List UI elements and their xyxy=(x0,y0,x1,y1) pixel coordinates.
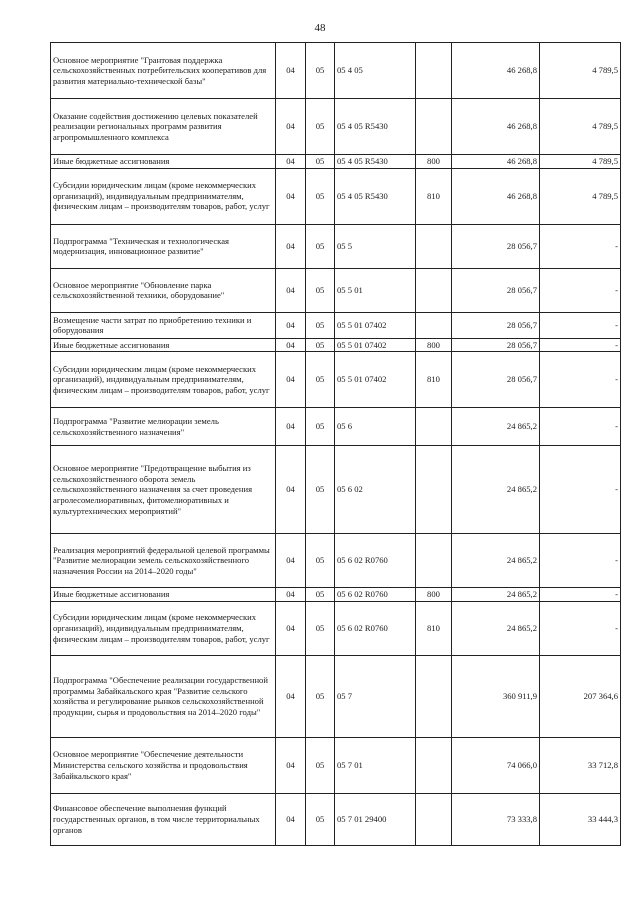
row-name: Основное мероприятие "Обновление парка сельскохозяйственной техники, оборудование" xyxy=(51,268,276,312)
table-row xyxy=(51,655,621,737)
row-expense-type: 800 xyxy=(416,588,452,602)
row-subsection-code: 05 xyxy=(306,446,335,534)
row-sum-total: 24 865,2 xyxy=(452,446,540,534)
row-sum-total: 28 056,7 xyxy=(452,338,540,352)
row-sum-total: 46 268,8 xyxy=(452,43,540,99)
row-sum-federal: 4 789,5 xyxy=(540,155,621,169)
table-row xyxy=(51,224,621,268)
row-section-code: 04 xyxy=(276,793,306,845)
table-row xyxy=(51,312,621,338)
row-expense-type: 800 xyxy=(416,338,452,352)
row-target-article: 05 6 02 R0760 xyxy=(335,534,416,588)
row-target-article: 05 7 01 29400 xyxy=(335,793,416,845)
row-section-code: 04 xyxy=(276,338,306,352)
row-name: Подпрограмма "Техническая и технологическая модернизация, инновационное развитие" xyxy=(51,224,276,268)
row-sum-total: 28 056,7 xyxy=(452,312,540,338)
row-subsection-code: 05 xyxy=(306,99,335,155)
row-expense-type xyxy=(416,268,452,312)
row-sum-federal: 33 712,8 xyxy=(540,737,621,793)
row-sum-federal: - xyxy=(540,588,621,602)
row-section-code: 04 xyxy=(276,737,306,793)
row-section-code: 04 xyxy=(276,312,306,338)
row-sum-federal: - xyxy=(540,312,621,338)
row-name: Иные бюджетные ассигнования xyxy=(51,338,276,352)
table-row xyxy=(51,352,621,408)
row-subsection-code: 05 xyxy=(306,793,335,845)
table-row xyxy=(51,99,621,155)
row-name: Финансовое обеспечение выполнения функций государственных органов, в том числе территориальных органов xyxy=(51,793,276,845)
row-subsection-code: 05 xyxy=(306,312,335,338)
row-target-article: 05 7 xyxy=(335,655,416,737)
row-expense-type xyxy=(416,99,452,155)
row-subsection-code: 05 xyxy=(306,155,335,169)
row-expense-type: 810 xyxy=(416,601,452,655)
row-sum-federal: - xyxy=(540,338,621,352)
row-sum-total: 360 911,9 xyxy=(452,655,540,737)
row-section-code: 04 xyxy=(276,268,306,312)
row-name: Основное мероприятие "Предотвращение выбытия из сельскохозяйственного оборота земель сельскохозяйственного назначения за счет проведения агролесомелиоративных, фитомелиоративных и культуртехнических мероприятий" xyxy=(51,446,276,534)
row-subsection-code: 05 xyxy=(306,352,335,408)
row-sum-federal: - xyxy=(540,268,621,312)
row-target-article: 05 5 01 07402 xyxy=(335,338,416,352)
row-target-article: 05 7 01 xyxy=(335,737,416,793)
row-expense-type xyxy=(416,312,452,338)
row-sum-total: 24 865,2 xyxy=(452,588,540,602)
row-sum-federal: - xyxy=(540,446,621,534)
row-expense-type: 810 xyxy=(416,352,452,408)
budget-table xyxy=(50,42,621,846)
row-section-code: 04 xyxy=(276,224,306,268)
row-section-code: 04 xyxy=(276,446,306,534)
row-subsection-code: 05 xyxy=(306,408,335,446)
row-section-code: 04 xyxy=(276,601,306,655)
row-expense-type xyxy=(416,737,452,793)
row-name: Субсидии юридическим лицам (кроме некоммерческих организаций), индивидуальным предпринимателям, физическим лицам – производителям товаров, работ, услуг xyxy=(51,601,276,655)
row-name: Подпрограмма "Обеспечение реализации государственной программы Забайкальского края "Развитие сельского хозяйства и регулирование рынков сельскохозяйственной продукции, сырья и продовольствия на 2014–2020 годы" xyxy=(51,655,276,737)
table-row xyxy=(51,793,621,845)
row-sum-federal: - xyxy=(540,224,621,268)
row-expense-type xyxy=(416,534,452,588)
row-name: Основное мероприятие "Грантовая поддержка сельскохозяйственных потребительских кооперативов для развития материально-технической базы" xyxy=(51,43,276,99)
row-section-code: 04 xyxy=(276,588,306,602)
table-row xyxy=(51,338,621,352)
page-number: 48 xyxy=(314,22,326,34)
row-target-article: 05 5 01 xyxy=(335,268,416,312)
row-sum-total: 28 056,7 xyxy=(452,224,540,268)
row-expense-type xyxy=(416,224,452,268)
row-target-article: 05 6 02 R0760 xyxy=(335,588,416,602)
row-expense-type xyxy=(416,446,452,534)
row-sum-total: 24 865,2 xyxy=(452,601,540,655)
row-expense-type: 810 xyxy=(416,168,452,224)
row-section-code: 04 xyxy=(276,155,306,169)
row-target-article: 05 4 05 R5430 xyxy=(335,155,416,169)
budget-table-body xyxy=(51,43,621,846)
row-target-article: 05 5 xyxy=(335,224,416,268)
row-section-code: 04 xyxy=(276,168,306,224)
row-sum-federal: - xyxy=(540,408,621,446)
row-sum-federal: - xyxy=(540,352,621,408)
row-expense-type xyxy=(416,655,452,737)
row-target-article: 05 6 xyxy=(335,408,416,446)
row-subsection-code: 05 xyxy=(306,655,335,737)
row-name: Основное мероприятие "Обеспечение деятельности Министерства сельского хозяйства и продовольствия Забайкальского края" xyxy=(51,737,276,793)
row-target-article: 05 5 01 07402 xyxy=(335,352,416,408)
row-sum-total: 28 056,7 xyxy=(452,352,540,408)
row-target-article: 05 4 05 R5430 xyxy=(335,168,416,224)
row-target-article: 05 4 05 xyxy=(335,43,416,99)
row-name: Подпрограмма "Развитие мелиорации земель сельскохозяйственного назначения" xyxy=(51,408,276,446)
row-sum-total: 46 268,8 xyxy=(452,168,540,224)
table-row xyxy=(51,155,621,169)
table-row xyxy=(51,168,621,224)
row-sum-federal: - xyxy=(540,601,621,655)
row-subsection-code: 05 xyxy=(306,601,335,655)
table-row xyxy=(51,43,621,99)
row-name: Субсидии юридическим лицам (кроме некоммерческих организаций), индивидуальным предпринимателям, физическим лицам – производителям товаров, работ, услуг xyxy=(51,352,276,408)
row-target-article: 05 4 05 R5430 xyxy=(335,99,416,155)
row-expense-type xyxy=(416,793,452,845)
row-subsection-code: 05 xyxy=(306,168,335,224)
table-row xyxy=(51,408,621,446)
table-row xyxy=(51,446,621,534)
row-sum-total: 24 865,2 xyxy=(452,408,540,446)
row-sum-total: 24 865,2 xyxy=(452,534,540,588)
row-expense-type xyxy=(416,43,452,99)
table-row xyxy=(51,268,621,312)
row-sum-federal: 4 789,5 xyxy=(540,99,621,155)
row-subsection-code: 05 xyxy=(306,534,335,588)
row-name: Субсидии юридическим лицам (кроме некоммерческих организаций), индивидуальным предпринимателям, физическим лицам – производителям товаров, работ, услуг xyxy=(51,168,276,224)
row-target-article: 05 6 02 R0760 xyxy=(335,601,416,655)
row-sum-federal: 33 444,3 xyxy=(540,793,621,845)
row-sum-total: 74 066,0 xyxy=(452,737,540,793)
table-row xyxy=(51,601,621,655)
row-sum-total: 73 333,8 xyxy=(452,793,540,845)
row-subsection-code: 05 xyxy=(306,588,335,602)
row-section-code: 04 xyxy=(276,534,306,588)
row-section-code: 04 xyxy=(276,43,306,99)
row-sum-federal: 4 789,5 xyxy=(540,168,621,224)
row-subsection-code: 05 xyxy=(306,737,335,793)
row-name: Иные бюджетные ассигнования xyxy=(51,155,276,169)
row-sum-federal: 207 364,6 xyxy=(540,655,621,737)
row-sum-federal: - xyxy=(540,534,621,588)
row-sum-total: 46 268,8 xyxy=(452,99,540,155)
row-section-code: 04 xyxy=(276,99,306,155)
row-sum-total: 46 268,8 xyxy=(452,155,540,169)
row-sum-federal: 4 789,5 xyxy=(540,43,621,99)
row-subsection-code: 05 xyxy=(306,268,335,312)
table-row xyxy=(51,737,621,793)
table-row xyxy=(51,588,621,602)
row-subsection-code: 05 xyxy=(306,224,335,268)
row-subsection-code: 05 xyxy=(306,338,335,352)
row-section-code: 04 xyxy=(276,352,306,408)
row-section-code: 04 xyxy=(276,655,306,737)
table-row xyxy=(51,534,621,588)
row-target-article: 05 5 01 07402 xyxy=(335,312,416,338)
row-target-article: 05 6 02 xyxy=(335,446,416,534)
row-section-code: 04 xyxy=(276,408,306,446)
row-expense-type: 800 xyxy=(416,155,452,169)
row-subsection-code: 05 xyxy=(306,43,335,99)
row-name: Реализация мероприятий федеральной целевой программы "Развитие мелиорации земель сельскохозяйственного назначения России на 2014–2020 годы" xyxy=(51,534,276,588)
row-name: Иные бюджетные ассигнования xyxy=(51,588,276,602)
row-sum-total: 28 056,7 xyxy=(452,268,540,312)
row-name: Оказание содействия достижению целевых показателей реализации региональных программ развития агропромышленного комплекса xyxy=(51,99,276,155)
row-expense-type xyxy=(416,408,452,446)
row-name: Возмещение части затрат по приобретению техники и оборудования xyxy=(51,312,276,338)
